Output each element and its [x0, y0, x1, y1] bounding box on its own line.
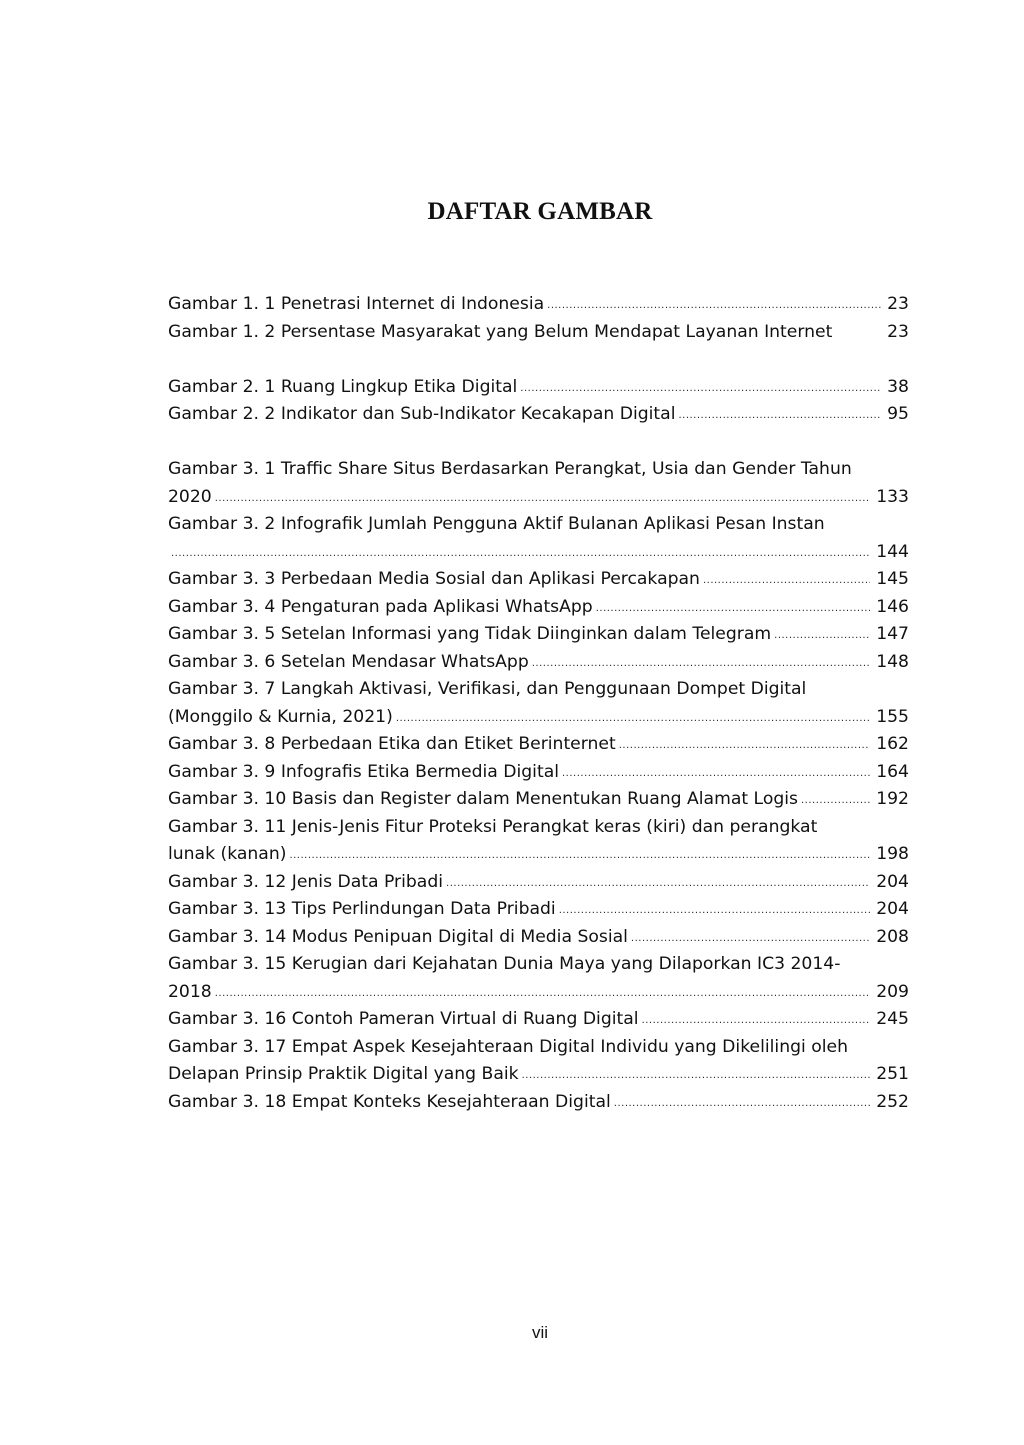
dot-leader	[642, 1007, 871, 1035]
figure-page-number: 245	[876, 1009, 909, 1029]
figure-page-number: 38	[887, 376, 909, 397]
figure-page-number: 162	[876, 734, 909, 754]
figure-page-number: 147	[876, 624, 909, 644]
dot-leader	[619, 732, 870, 760]
figure-page-number: 148	[876, 651, 909, 672]
dot-leader	[774, 622, 870, 650]
figure-page-number: 209	[876, 981, 909, 1002]
figure-page-number: 23	[887, 321, 909, 342]
figure-list	[168, 291, 909, 1116]
figure-entry-text: Gambar 1. 1 Penetrasi Internet di Indonesia	[168, 294, 545, 314]
figure-entry-text: Gambar 3. 9 Infografis Etika Bermedia Digital	[168, 761, 559, 782]
figure-entry-text: Gambar 3. 6 Setelan Mendasar WhatsApp	[168, 651, 529, 672]
figure-page-number: 145	[876, 569, 909, 589]
figure-entry-text: Gambar 3. 12 Jenis Data Pribadi	[168, 871, 444, 892]
figure-entry[interactable]	[168, 759, 909, 787]
dot-leader	[631, 925, 870, 953]
figure-entry-text: Gambar 3. 2 Infografik Jumlah Pengguna Aktif Bulanan Aplikasi Pesan Instan	[168, 514, 825, 534]
dot-leader	[596, 595, 870, 623]
figure-entry[interactable]	[168, 621, 909, 649]
figure-entry[interactable]	[168, 319, 909, 347]
figure-page-number: 204	[876, 871, 909, 892]
figure-entry-text: Gambar 3. 1 Traffic Share Situs Berdasarkan Perangkat, Usia dan Gender Tahun	[168, 459, 852, 479]
figure-entry[interactable]	[168, 786, 909, 814]
figure-entry[interactable]	[168, 594, 909, 622]
figure-entry-text: Gambar 3. 15 Kerugian dari Kejahatan Dunia Maya yang Dilaporkan IC3 2014-	[168, 954, 841, 974]
figure-entry-text: Gambar 3. 14 Modus Penipuan Digital di Media Sosial	[168, 926, 628, 947]
dot-leader	[522, 1062, 871, 1090]
figure-page-number: 23	[887, 294, 909, 314]
page-number: vii	[531, 1323, 549, 1342]
figure-entry[interactable]	[168, 456, 909, 511]
dot-leader	[171, 540, 870, 568]
figure-entry[interactable]	[168, 291, 909, 319]
figure-entry[interactable]	[168, 814, 909, 869]
figure-entry-text: (Monggilo & Kurnia, 2021)	[168, 706, 393, 727]
figure-entry[interactable]	[168, 374, 909, 402]
figure-entry[interactable]	[168, 511, 909, 566]
figure-entry-text: Gambar 2. 2 Indikator dan Sub-Indikator Kecakapan Digital	[168, 404, 676, 424]
dot-leader	[614, 1090, 870, 1118]
dot-leader	[289, 842, 870, 870]
dot-leader	[547, 292, 881, 320]
figure-entry[interactable]	[168, 896, 909, 924]
figure-entry-text: Gambar 3. 11 Jenis-Jenis Fitur Proteksi Perangkat keras (kiri) dan perangkat	[168, 816, 818, 837]
figure-entry[interactable]	[168, 1089, 909, 1117]
figure-entry-text: Gambar 3. 13 Tips Perlindungan Data Pribadi	[168, 899, 556, 919]
figure-page-number: 146	[876, 596, 909, 617]
dot-leader	[520, 375, 881, 403]
figure-entry[interactable]	[168, 649, 909, 677]
figure-entry-text: Gambar 3. 16 Contoh Pameran Virtual di Ruang Digital	[168, 1009, 639, 1029]
figure-page-number: 144	[876, 541, 909, 562]
figure-entry[interactable]	[168, 401, 909, 429]
figure-page-number: 192	[876, 789, 909, 809]
figure-entry-text: lunak (kanan)	[168, 844, 287, 864]
figure-entry-text: Delapan Prinsip Praktik Digital yang Baik	[168, 1064, 519, 1084]
figure-entry-text: 2020	[168, 486, 212, 507]
figure-entry-text: Gambar 2. 1 Ruang Lingkup Etika Digital	[168, 376, 518, 397]
figure-page-number: 204	[876, 899, 909, 919]
figure-page-number: 251	[876, 1064, 909, 1084]
dot-leader	[532, 650, 870, 678]
figure-page-number: 208	[876, 926, 909, 947]
figure-entry-text: Gambar 3. 5 Setelan Informasi yang Tidak Diinginkan dalam Telegram	[168, 624, 772, 644]
figure-entry[interactable]	[168, 1006, 909, 1034]
dot-leader	[446, 870, 870, 898]
section-gap	[168, 346, 909, 374]
dot-leader	[801, 787, 870, 815]
figure-page-number: 95	[887, 404, 909, 424]
figure-entry[interactable]	[168, 676, 909, 731]
figure-entry[interactable]	[168, 951, 909, 1006]
figure-entry-text: Gambar 3. 3 Perbedaan Media Sosial dan Aplikasi Percakapan	[168, 569, 700, 589]
dot-leader	[396, 705, 870, 733]
figure-entry[interactable]	[168, 731, 909, 759]
figure-entry-text: 2018	[168, 981, 212, 1002]
figure-page-number: 252	[876, 1091, 909, 1112]
dot-leader	[215, 485, 870, 513]
section-gap	[168, 429, 909, 457]
figure-entry-text: Gambar 3. 17 Empat Aspek Kesejahteraan Digital Individu yang Dikelilingi oleh	[168, 1036, 849, 1057]
dot-leader	[678, 402, 881, 430]
figure-page-number: 155	[876, 706, 909, 727]
figure-entry-text: Gambar 3. 7 Langkah Aktivasi, Verifikasi, dan Penggunaan Dompet Digital	[168, 679, 807, 699]
figure-entry[interactable]	[168, 924, 909, 952]
figure-page-number: 198	[876, 844, 909, 864]
figure-page-number: 133	[876, 486, 909, 507]
figure-entry[interactable]	[168, 869, 909, 897]
dot-leader	[559, 897, 870, 925]
figure-entry-text: Gambar 1. 2 Persentase Masyarakat yang Belum Mendapat Layanan Internet	[168, 321, 833, 342]
figure-entry-text: Gambar 3. 8 Perbedaan Etika dan Etiket Berinternet	[168, 734, 616, 754]
figure-entry-text: Gambar 3. 4 Pengaturan pada Aplikasi WhatsApp	[168, 596, 593, 617]
dot-leader	[703, 567, 870, 595]
dot-leader	[562, 760, 870, 788]
figure-page-number: 164	[876, 761, 909, 782]
figure-entry[interactable]	[168, 566, 909, 594]
figure-entry-text: Gambar 3. 10 Basis dan Register dalam Menentukan Ruang Alamat Logis	[168, 789, 798, 809]
page-title: DAFTAR GAMBAR	[427, 198, 653, 225]
dot-leader	[215, 980, 870, 1008]
figure-entry-text: Gambar 3. 18 Empat Konteks Kesejahteraan Digital	[168, 1091, 611, 1112]
figure-entry[interactable]	[168, 1034, 909, 1089]
